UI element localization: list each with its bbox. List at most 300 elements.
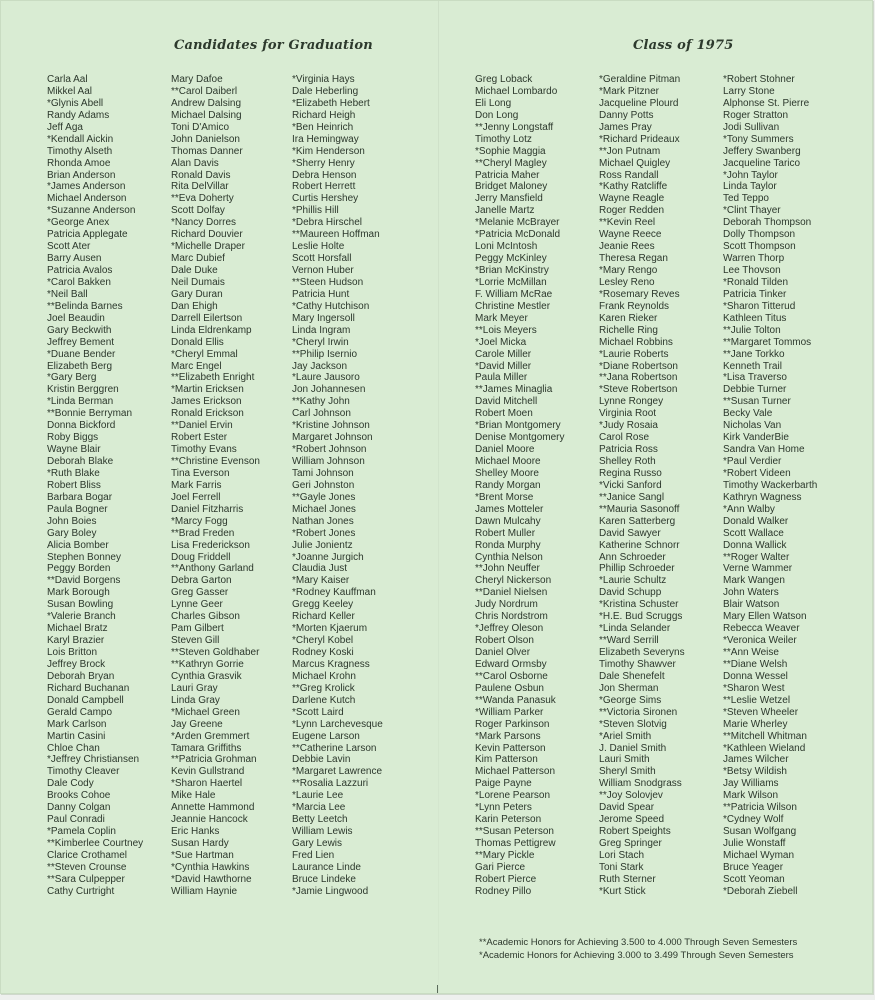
graduate-name: Geri Johnston [292,479,355,491]
graduate-name: Charles Gibson [171,611,240,623]
graduate-name: James Motteler [475,503,544,515]
graduate-name: Donna Wessel [723,670,788,682]
graduate-name: *Marcia Lee [292,802,346,814]
graduate-name: Patricia Hunt [292,288,350,300]
graduate-name: Susan Hardy [171,838,229,849]
graduate-name: Don Long [475,109,519,121]
graduate-name: J. Daniel Smith [599,742,667,754]
graduate-name: Deborah Thompson [723,217,812,229]
graduate-name: Margaret Johnson [292,432,373,444]
graduate-name: Timothy Wackerbarth [723,479,818,491]
graduate-name: Paulene Osbun [475,682,544,694]
graduate-name: Timothy Lotz [475,133,532,145]
graduate-name: *Lynn Larchevesque [292,718,383,730]
graduate-name: Richard Buchanan [47,682,130,694]
graduate-name: **Gayle Jones [292,491,356,503]
graduate-name: *Marcy Fogg [171,515,228,527]
graduate-name: Thomas Danner [171,145,243,157]
graduate-name: *Jamie Lingwood [292,885,369,897]
graduate-name: *Sharon West [723,682,785,694]
graduate-name: Ronda Murphy [475,539,541,551]
graduate-name: Scott Yeoman [723,873,785,885]
graduate-name: Cheryl Nickerson [475,575,552,587]
graduate-name: **Victoria Sironen [599,706,678,718]
graduate-name: Deborah Blake [47,456,114,467]
graduate-name: Leslie Holte [292,241,345,253]
graduate-name: *William Parker [475,706,544,718]
graduate-name: John Danielson [171,133,240,145]
graduate-name: Ira Hemingway [292,133,359,145]
graduate-name: Chloe Chan [47,742,100,754]
graduate-name: **Belinda Barnes [47,300,123,312]
graduate-name: Robert Pierce [475,873,537,885]
graduate-name: Mark Carlson [47,718,107,730]
graduate-name: *Ariel Smith [599,730,652,742]
graduate-name: **James Minaglia [475,384,553,396]
graduate-name: Jeff Aga [47,121,83,133]
graduate-name: Michael Moore [475,456,541,467]
graduate-name: Roby Biggs [47,432,99,444]
graduate-name: Richard Heigh [292,109,356,121]
graduate-name: Denise Montgomery [475,432,565,444]
graduate-name: Dale Cody [47,778,94,790]
graduate-name: **Margaret Tommos [723,336,812,348]
graduate-name: **Joy Solovjev [599,790,663,802]
graduate-name: Scott Ater [47,241,91,253]
graduate-name: Wayne Blair [47,444,101,456]
graduate-name: Mary Dafoe [171,74,223,85]
graduate-name: Ronald Davis [171,169,231,181]
graduate-name: Patricia Maher [475,169,540,181]
graduate-name: Gregg Keeley [292,599,354,611]
graduate-name: **Jane Torkko [723,348,785,360]
graduate-name: *Laurie Roberts [599,348,669,360]
graduate-name: **Daniel Nielsen [475,587,548,599]
graduate-name: Elizabeth Severyns [599,647,685,658]
graduate-name: Roger Parkinson [475,718,550,730]
graduate-name: Jeffrey Bement [47,336,115,348]
graduate-name: *Kristine Johnson [292,420,370,432]
graduate-name: Dolly Thompson [723,229,796,241]
graduate-name: *Scott Laird [292,706,344,718]
graduate-name: Dawn Mulcahy [475,515,541,527]
graduate-name: *Virginia Hays [292,74,355,85]
graduate-name: **John Neuffer [475,563,540,575]
graduate-name: Ted Teppo [723,193,769,205]
heading-class-year: Class of 1975 [633,38,734,53]
graduate-name: *Mary Kaiser [292,575,350,587]
graduate-name: Tina Everson [171,467,230,479]
graduate-name: *Laure Jausoro [292,372,360,384]
graduate-name: Paige Payne [475,778,532,790]
graduate-name: Richard Keller [292,611,355,623]
graduate-name: Greg Loback [475,74,533,85]
graduate-name: Becky Vale [723,408,773,420]
graduate-name: *Steven Wheeler [723,706,799,718]
graduate-name: Carol Rose [599,432,650,444]
graduate-name: Edward Ormsby [475,658,547,670]
graduate-name: Dale Heberling [292,85,359,97]
graduate-name: Jacqueline Plourd [599,97,679,109]
graduate-name: David Spear [599,802,655,814]
graduate-name: Paula Miller [475,372,528,384]
graduate-name: *Jeffrey Christiansen [47,754,140,766]
graduate-name: **Christine Evenson [171,456,260,467]
graduate-name: *Lynn Peters [475,802,532,814]
graduate-name: *Brent Morse [475,491,534,503]
graduate-name: Dan Ehigh [171,300,218,312]
graduate-name: **Ann Weise [723,647,779,658]
graduate-name: Laurance Linde [292,861,361,873]
graduate-name: Julie Wonstaff [723,838,786,849]
graduate-name: Theresa Regan [599,253,668,265]
graduate-name: Paul Conradi [47,814,105,826]
graduate-name: Ross Randall [599,169,659,181]
graduate-name: Patricia Applegate [47,229,128,241]
graduate-name: Loni McIntosh [475,241,538,253]
graduate-name: Patricia Ross [599,444,658,456]
graduate-name: *Kurt Stick [599,885,646,897]
graduate-name: David Sawyer [599,527,661,539]
graduate-name: Jacqueline Tarico [723,157,801,169]
graduate-name: Kevin Gullstrand [171,766,245,778]
graduate-name: *Pamela Coplin [47,826,116,838]
graduate-name: Phillip Schroeder [599,563,675,575]
graduate-name: Jay Williams [723,778,779,790]
graduate-name: *Vicki Sanford [599,479,662,491]
graduate-name: Jeffrey Brock [47,658,106,670]
graduate-name: *Lorrie McMillan [475,276,547,288]
graduate-name: *H.E. Bud Scruggs [599,611,683,623]
graduate-name: Chris Nordstrom [475,611,548,623]
graduate-name: Richelle Ring [599,324,658,336]
graduate-name: *Debra Hirschel [292,217,363,229]
graduate-name: Scott Thompson [723,241,796,253]
graduate-name: John Waters [723,587,779,599]
graduate-name: David Mitchell [475,396,538,408]
graduate-name: Darlene Kutch [292,694,356,706]
graduate-name: *Melanie McBrayer [475,217,560,229]
graduate-name: *Sherry Henry [292,157,355,169]
graduate-name: **Steven Goldhaber [171,647,260,658]
graduate-name: **Jon Putnam [599,145,661,157]
graduate-name: *Jeffrey Oleson [475,623,544,635]
graduate-name: **Anthony Garland [171,563,254,575]
graduate-name: **Daniel Ervin [171,420,233,432]
graduate-name: *Ruth Blake [47,467,100,479]
graduate-name: *Morten Kjaerum [292,623,368,635]
legend-high-honors: **Academic Honors for Achieving 3.500 to 4.000 Through Seven Semesters [479,937,798,948]
graduate-name: Rhonda Amoe [47,157,111,169]
graduate-name: Mark Farris [171,479,222,491]
graduate-name: *Cheryl Kobel [292,635,354,647]
graduate-name: *Mary Rengo [599,265,658,276]
graduate-name: **Elizabeth Enright [171,372,255,384]
graduate-name: William Haynie [171,885,238,897]
graduate-name: *Phillis Hill [292,205,339,217]
graduate-name: David Schupp [599,587,662,599]
graduate-name: Mary Ingersoll [292,312,355,324]
graduate-name: Sandra Van Home [723,444,805,456]
graduate-name: Timothy Shawver [599,658,676,670]
graduate-name: Patricia Tinker [723,288,787,300]
graduate-name: William Lewis [292,826,353,838]
graduate-name: F. William McRae [475,288,553,300]
graduate-name: Virginia Root [599,408,657,420]
graduate-name: Brian Anderson [47,169,116,181]
graduate-name: *David Hawthorne [171,873,252,885]
graduate-name: *Cheryl Emmal [171,348,238,360]
graduate-name: *Kim Henderson [292,145,365,157]
graduate-name: *Geraldine Pitman [599,74,681,85]
graduate-name: **Bonnie Berryman [47,408,133,420]
graduate-name: Lynne Geer [171,599,223,611]
graduate-name: Stephen Bonney [47,551,121,563]
graduate-name: Brooks Cohoe [47,790,111,802]
legend-honors: *Academic Honors for Achieving 3.000 to 3.499 Through Seven Semesters [479,950,794,961]
graduate-name: James Wilcher [723,754,789,766]
graduate-name: Greg Gasser [171,587,229,599]
graduate-name: **Maureen Hoffman [292,229,380,241]
name-column-1 [47,74,143,898]
graduate-name: Michael Jones [292,503,356,515]
graduate-name: Christine Mestler [475,300,551,312]
graduate-name: **Mauria Sasonoff [599,503,680,515]
graduate-name: Ruth Sterner [599,873,656,885]
graduate-name: Marie Wherley [723,718,788,730]
graduate-name: Michael Bratz [47,623,108,635]
graduate-name: *Patricia McDonald [475,229,561,241]
graduate-name: *Robert Johnson [292,444,367,456]
graduate-name: *Clint Thayer [723,205,781,217]
graduate-name: Jon Johannesen [292,384,366,396]
graduate-name: *George Anex [47,217,110,229]
graduate-name: *Cynthia Hawkins [171,861,250,873]
graduate-name: Lori Stach [599,849,645,861]
graduate-name: **Janice Sangl [599,491,665,503]
graduate-name: **Wanda Panasuk [475,694,556,706]
graduate-name: Lois Britton [47,647,98,658]
graduate-name: *Robert Videen [723,467,791,479]
graduate-name: Mark Borough [47,587,110,599]
graduate-name: *Kristina Schuster [599,599,679,611]
graduate-name: Clarice Crothamel [47,849,128,861]
graduate-name: Katherine Schnorr [599,539,680,551]
graduate-name: Gary Lewis [292,838,343,849]
graduate-name: *Robert Stohner [723,74,795,85]
graduate-name: *Joanne Jurgich [292,551,364,563]
graduate-name: Daniel Olver [475,647,531,658]
graduate-name: Gary Beckwith [47,324,112,336]
graduate-name: Karyl Brazier [47,635,105,647]
graduate-name: Regina Russo [599,467,662,479]
graduate-name: Cynthia Nelson [475,551,543,563]
graduate-name: Scott Horsfall [292,253,352,265]
graduate-name: *Judy Rosaia [599,420,658,432]
graduate-name: Toni D'Amico [171,121,230,133]
graduate-name: Linda Taylor [723,181,777,193]
graduate-name: *Sophie Maggia [475,145,546,157]
graduate-name: *Paul Verdier [723,456,782,467]
graduate-name: *David Miller [475,360,532,372]
graduate-name: William Johnson [292,456,365,467]
graduate-name: Shelley Moore [475,467,539,479]
graduate-name: Donna Wallick [723,539,787,551]
graduate-name: **Patricia Wilson [723,802,797,814]
graduate-name: *Sharon Haertel [171,778,243,790]
graduate-name: Scott Wallace [723,527,784,539]
graduate-name: **Kathy John [292,396,350,408]
graduate-name: *Rosemary Reves [599,288,680,300]
graduate-name: *Laurie Schultz [599,575,667,587]
graduate-name: *Suzanne Anderson [47,205,136,217]
graduate-name: *Kathleen Wieland [723,742,806,754]
graduate-name: **Susan Turner [723,396,791,408]
graduate-name: Nicholas Van [723,420,782,432]
graduate-name: *Richard Prideaux [599,133,680,145]
graduate-name: Danny Potts [599,109,654,121]
graduate-name: *Glynis Abell [47,97,104,109]
graduate-name: Robert Olson [475,635,534,647]
graduate-name: Robert Herrett [292,181,356,193]
graduate-name: Bruce Yeager [723,861,784,873]
graduate-name: Linda Eldrenkamp [171,324,252,336]
graduate-name: Mark Wilson [723,790,779,802]
graduate-name: Fred Lien [292,849,335,861]
graduate-name: Julie Jonientz [292,539,353,551]
graduate-name: *Duane Bender [47,348,116,360]
graduate-name: **Patricia Grohman [171,754,257,766]
graduate-name: **Kevin Reel [599,217,656,229]
graduate-name: Cathy Curtright [47,885,115,897]
graduate-name: **Kathryn Gorrie [171,658,244,670]
graduate-name: **Steven Crounse [47,861,127,873]
graduate-name: Donald Walker [723,515,789,527]
graduate-name: *Michelle Draper [171,241,245,253]
graduate-name: Eric Hanks [171,826,220,838]
name-column-6 [723,74,817,898]
graduate-name: *George Sims [599,694,662,706]
graduate-name: Daniel Moore [475,444,535,456]
graduate-name: Neil Dumais [171,276,225,288]
graduate-name: Tami Johnson [292,467,354,479]
graduate-name: Timothy Cleaver [47,766,120,778]
name-column-4 [475,74,564,898]
name-column-5 [599,74,685,898]
graduate-name: Barbara Bogar [47,491,113,503]
graduate-name: Doug Friddell [171,551,231,563]
graduate-name: Sheryl Smith [599,766,656,778]
graduate-name: Rodney Pillo [475,885,532,897]
graduate-name: *Cathy Hutchison [292,300,370,312]
graduate-name: James Erickson [171,396,242,408]
graduate-name: Claudia Just [292,563,348,575]
graduate-name: Randy Morgan [475,479,541,491]
graduate-name: Wayne Reagle [599,193,665,205]
graduate-name: James Pray [599,121,652,133]
graduate-name: Jerry Mansfield [475,193,543,205]
graduate-name: Deborah Bryan [47,670,115,682]
graduate-name: Warren Thorp [723,253,785,265]
honors-legend [479,936,797,962]
graduate-name: Kenneth Trail [723,360,782,372]
graduate-name: Susan Wolfgang [723,826,797,838]
graduate-name: Martin Casini [47,730,106,742]
graduate-name: Danny Colgan [47,802,111,814]
graduate-name: Shelley Roth [599,456,656,467]
graduate-name: *Cheryl Irwin [292,336,349,348]
graduate-name: **Cheryl Magley [475,157,547,169]
graduate-name: Michael Patterson [475,766,556,778]
graduate-name: Patricia Avalos [47,265,113,276]
graduate-name: Karen Rieker [599,312,658,324]
graduate-name: Lisa Frederickson [171,539,250,551]
graduate-name: Jon Sherman [599,682,659,694]
graduate-name: **Mary Pickle [475,849,535,861]
graduate-name: Peggy McKinley [475,253,547,265]
graduate-name: *Ben Heinrich [292,121,354,133]
graduate-name: *Lisa Traverso [723,372,787,384]
graduate-name: **Jenny Longstaff [475,121,554,133]
graduate-name: *Arden Gremmert [171,730,250,742]
graduate-name: *Linda Berman [47,396,114,408]
graduate-name: Bridget Maloney [475,181,548,193]
graduate-name: *Kathy Ratcliffe [599,181,668,193]
graduate-name: Thomas Pettigrew [475,838,556,849]
graduate-name: Mary Ellen Watson [723,611,807,623]
graduate-name: Mark Wangen [723,575,785,587]
graduate-name: Lee Thovson [723,265,781,276]
graduate-name: Scott Dolfay [171,205,225,217]
graduate-name: Rodney Koski [292,647,354,658]
graduate-name: Rebecca Weaver [723,623,800,635]
graduate-name: **Catherine Larson [292,742,377,754]
graduate-name: *Brian McKinstry [475,265,549,276]
graduate-name: Mark Meyer [475,312,528,324]
graduate-name: Carole Miller [475,348,532,360]
graduate-name: **Susan Peterson [475,826,554,838]
graduate-name: *John Taylor [723,169,778,181]
graduate-name: *Rodney Kauffman [292,587,376,599]
graduate-name: Lynne Rongey [599,396,664,408]
graduate-name: Curtis Hershey [292,193,359,205]
graduate-name: Karen Satterberg [599,515,676,527]
graduate-name: Michael Krohn [292,670,356,682]
graduate-name: William Snodgrass [599,778,682,790]
graduate-name: *Diane Robertson [599,360,678,372]
graduate-name: Daniel Fitzharris [171,503,244,515]
graduate-name: Robert Moen [475,408,533,420]
graduate-name: Peggy Borden [47,563,111,575]
graduate-name: *Kendall Aickin [47,133,114,145]
graduate-name: **Carol Daiberl [171,85,238,97]
graduate-name: Michael Anderson [47,193,127,205]
graduate-name: Tamara Griffiths [171,742,242,754]
graduate-name: Judy Nordrum [475,599,538,611]
graduate-name: Greg Springer [599,838,662,849]
graduate-name: Donald Ellis [171,336,224,348]
graduate-name: **Brad Freden [171,527,235,539]
graduate-name: *Deborah Ziebell [723,885,798,897]
graduate-name: **Steen Hudson [292,276,364,288]
graduate-name: Gary Duran [171,288,223,300]
graduate-name: Andrew Dalsing [171,97,242,109]
graduate-name: Steven Gill [171,635,220,647]
graduate-name: Jay Greene [171,718,223,730]
graduate-name: Debbie Turner [723,384,787,396]
graduate-name: Dale Duke [171,265,218,276]
graduate-name: Wayne Reece [599,229,662,241]
